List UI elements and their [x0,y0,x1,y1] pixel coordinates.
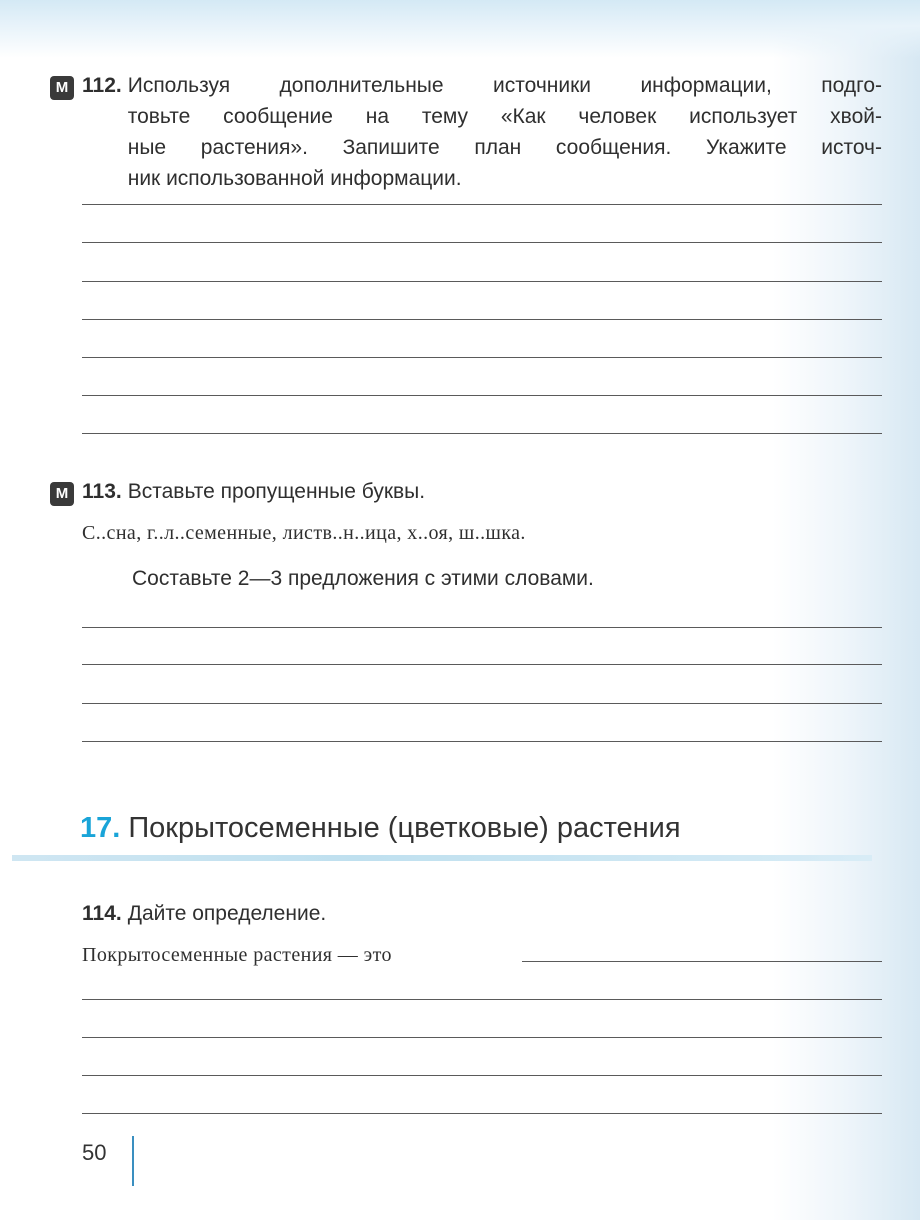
answer-line[interactable] [522,961,882,962]
task-marker-icon: М [50,482,74,506]
answer-line[interactable] [82,319,882,320]
answer-line[interactable] [82,664,882,665]
answer-line[interactable] [82,395,882,396]
section-number: 17. [80,812,121,844]
section-heading [80,812,681,845]
answer-line[interactable] [82,627,882,628]
answer-line[interactable] [82,1075,882,1076]
task-113-instruction: Составьте 2—3 предложения с этими словами. [132,567,594,590]
answer-line[interactable] [82,433,882,434]
task-114-heading [82,898,326,929]
answer-line[interactable] [82,357,882,358]
answer-line[interactable] [82,741,882,742]
answer-line[interactable] [82,242,882,243]
page-number: 50 [82,1140,107,1165]
answer-line[interactable] [82,1113,882,1114]
task-number: 113. [82,480,122,503]
answer-line[interactable] [82,281,882,282]
task-title: Дайте определение. [127,902,327,925]
task-112 [82,70,882,194]
missing-letters-words: С..сна, г..л..семенные, листв..н..ица, х..оя, ш..шка. [82,522,526,544]
task-text-line: товьте сообщение на тему «Как человек использует хвой- [127,105,882,128]
definition-prompt: Покрытосеменные растения — это [82,944,392,966]
task-text-line: ник использованной информации. [127,167,462,190]
top-band [0,0,920,58]
task-113-heading [82,476,425,507]
task-number: 114. [82,902,122,925]
answer-line[interactable] [82,204,882,205]
section-title: Покрытосеменные (цветковые) растения [128,812,681,844]
answer-line[interactable] [82,1037,882,1038]
answer-line[interactable] [82,703,882,704]
task-title: Вставьте пропущенные буквы. [127,480,426,503]
section-divider [12,855,872,861]
task-number: 112. [82,74,122,97]
page-number-divider [132,1136,134,1186]
task-marker-icon: М [50,76,74,100]
task-text-line: Используя дополнительные источники информации, подго- [127,74,882,97]
task-text-line: ные растения». Запишите план сообщения. Укажите источ- [127,136,882,159]
answer-line[interactable] [82,999,882,1000]
